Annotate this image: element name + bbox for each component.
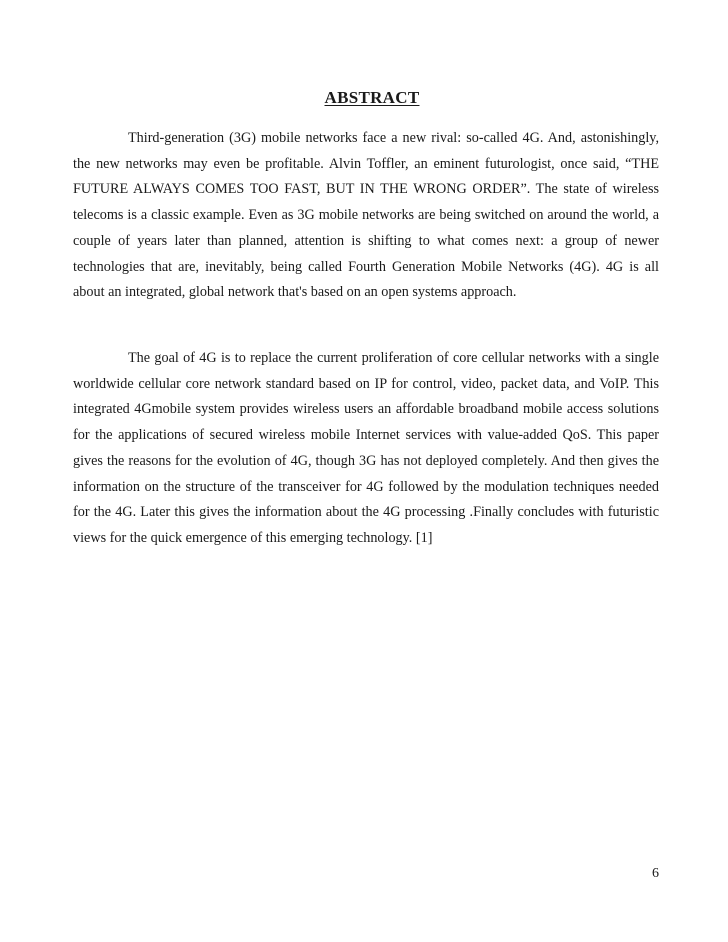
abstract-heading-text: ABSTRACT <box>324 88 420 107</box>
abstract-paragraph-2: The goal of 4G is to replace the current proliferation of core cellular networks with a single worldwide cellular core network standard based on IP for control, video, packet data, and VoIP. This integrated 4Gmobile system provides wireless users an affordable broadband mobile access solutions for the applications of secured wireless mobile Internet services with value-added QoS. This paper gives the reasons for the evolution of 4G, though 3G has not deployed completely. And then gives the information on the structure of the transceiver for 4G followed by the modulation techniques needed for the 4G. Later this gives the information about the 4G processing .Finally concludes with futuristic views for the quick emergence of this emerging technology. [1] <box>73 350 659 546</box>
page-number: 6 <box>652 866 659 881</box>
abstract-heading <box>0 88 728 108</box>
abstract-paragraph-1: Third-generation (3G) mobile networks face a new rival: so-called 4G. And, astonishingly, the new networks may even be profitable. Alvin Toffler, an eminent futurologist, once said, “THE FUTURE ALWAYS COMES TOO FAST, BUT IN THE WRONG ORDER”. The state of wireless telecoms is a classic example. Even as 3G mobile networks are being switched on around the world, a couple of years later than planned, attention is shifting to what comes next: a group of newer technologies that are, inevitably, being called Fourth Generation Mobile Networks (4G). 4G is all about an integrated, global network that's based on an open systems approach. <box>73 130 659 301</box>
